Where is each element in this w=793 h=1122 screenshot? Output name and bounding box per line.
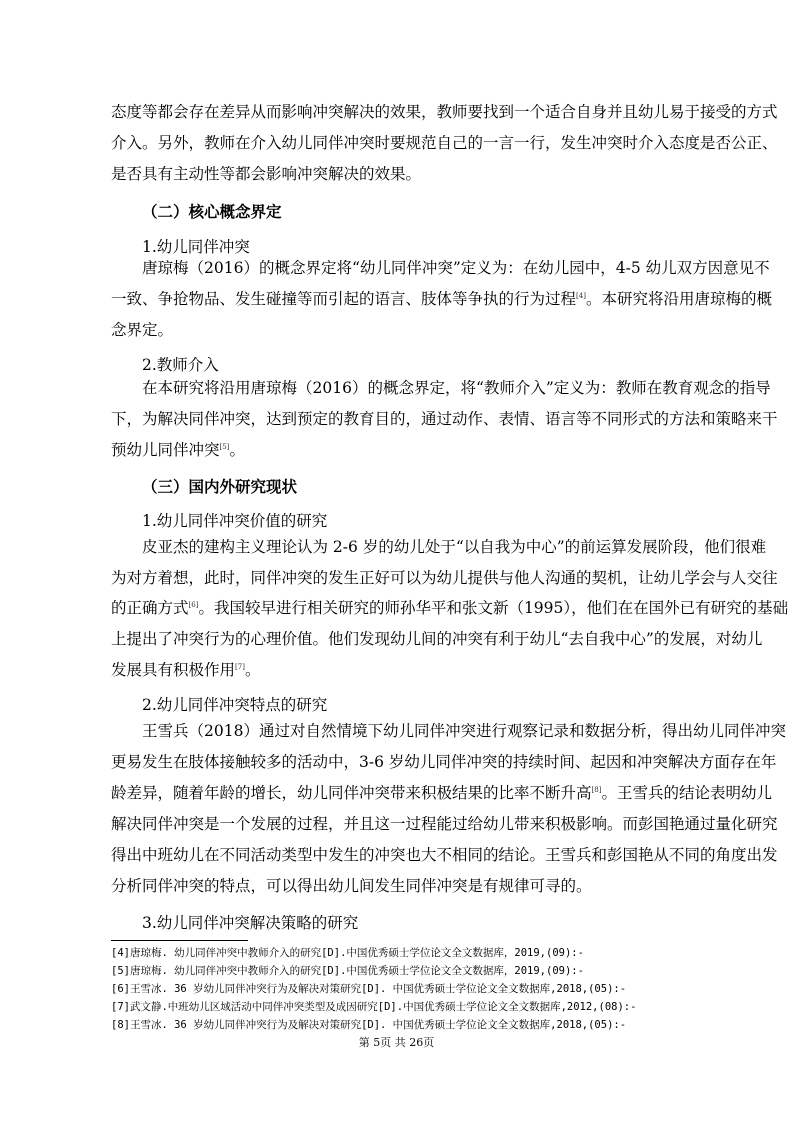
body-text-line: 分析同伴冲突的特点，可以得出幼儿间发生同伴冲突是有规律可寻的。 bbox=[111, 877, 592, 895]
subsection-heading: 1.幼儿同伴冲突价值的研究 bbox=[142, 512, 328, 530]
body-text: 预幼儿同伴冲突 bbox=[111, 441, 220, 459]
body-text-line: 是否具有主动性等都会影响冲突解决的效果。 bbox=[111, 165, 422, 183]
body-text-line: 在本研究将沿用唐琼梅（2016）的概念界定，将“教师介入”定义为：教师在教育观念的指导 bbox=[142, 379, 771, 397]
body-text-line: 解决同伴冲突是一个发展的过程，并且这一过程能过给幼儿带来积极影响。而彭国艳通过量化研究 bbox=[111, 815, 778, 833]
footnote: [7]武文静.中班幼儿区域活动中同伴冲突类型及成因研究[D].中国优秀硕士学位论文全文数据库,2012,(08):- bbox=[111, 1001, 637, 1013]
body-text: 一致、争抢物品、发生碰撞等而引起的语言、肢体等争执的行为过程 bbox=[111, 290, 577, 308]
body-text-line: 介入。另外，教师在介入幼儿同伴冲突时要规范自己的一言一行，发生冲突时介入态度是否公正、 bbox=[111, 134, 778, 152]
subsection-heading: 2.幼儿同伴冲突特点的研究 bbox=[142, 696, 328, 714]
body-text: 的正确方式 bbox=[111, 599, 189, 617]
body-text: 。王雪兵的结论表明幼儿 bbox=[601, 784, 772, 802]
body-text-line: 更易发生在肢体接触较多的活动中，3-6 岁幼儿同伴冲突的持续时间、起因和冲突解决方面存在年 bbox=[111, 753, 777, 771]
body-text: 。 bbox=[244, 661, 261, 679]
body-text-line: 态度等都会存在差异从而影响冲突解决的效果，教师要找到一个适合自身并且幼儿易于接受的方式 bbox=[111, 103, 778, 121]
section-heading: （二）核心概念界定 bbox=[142, 202, 282, 221]
body-text-line bbox=[111, 783, 772, 803]
body-text-line: 王雪兵（2018）通过对自然情境下幼儿同伴冲突进行观察记录和数据分析，得出幼儿同伴冲突 bbox=[142, 722, 786, 740]
subsection-heading: 2.教师介入 bbox=[142, 356, 219, 374]
citation-ref[interactable]: [7] bbox=[235, 662, 245, 671]
body-text-line bbox=[111, 289, 772, 309]
body-text-line: 皮亚杰的建构主义理论认为 2-6 岁的幼儿处于“以自我为中心”的前运算发展阶段，他们很难 bbox=[142, 538, 767, 556]
footnote: [5]唐琼梅. 幼儿同伴冲突中教师介入的研究[D].中国优秀硕士学位论文全文数据库，2019,(09):- bbox=[111, 965, 584, 977]
footnote: [8]王雪冰. 36 岁幼儿同伴冲突行为及解决对策研究[D]. 中国优秀硕士学位论文全文数据库,2018,(05):- bbox=[111, 1019, 627, 1031]
section-heading: （三）国内外研究现状 bbox=[142, 477, 298, 496]
footnote-divider bbox=[111, 940, 248, 941]
body-text: 。本研究将沿用唐琼梅的概 bbox=[585, 290, 772, 308]
footnote: [4]唐琼梅. 幼儿同伴冲突中教师介入的研究[D].中国优秀硕士学位论文全文数据库，2019,(09):- bbox=[111, 947, 584, 959]
body-text-line bbox=[111, 440, 692, 460]
page-number: 第 5页 共 26页 bbox=[358, 1036, 435, 1049]
body-text-line: 得出中班幼儿在不同活动类型中发生的冲突也大不相同的结论。王雪兵和彭国艳从不同的角度出发 bbox=[111, 846, 778, 864]
body-text-line bbox=[111, 660, 692, 680]
citation-ref[interactable]: [5] bbox=[219, 442, 230, 451]
body-text-line: 下，为解决同伴冲突，达到预定的教育目的，通过动作、表情、语言等不同形式的方法和策略来干 bbox=[111, 410, 778, 428]
body-text-line: 念界定。 bbox=[111, 321, 174, 339]
body-text-line: 为对方着想，此时，同伴冲突的发生正好可以为幼儿提供与他人沟通的契机，让幼儿学会与人交往 bbox=[111, 569, 778, 587]
citation-ref[interactable]: [4] bbox=[576, 291, 586, 300]
footnote: [6]王雪冰. 36 岁幼儿同伴冲突行为及解决对策研究[D]. 中国优秀硕士学位论文全文数据库,2018,(05):- bbox=[111, 983, 627, 995]
body-text: 发展具有积极作用 bbox=[111, 661, 236, 679]
subsection-heading: 3.幼儿同伴冲突解决策略的研究 bbox=[142, 914, 359, 932]
body-text: 龄差异，随着年龄的增长，幼儿同伴冲突带来积极结果的比率不断升高 bbox=[111, 784, 592, 802]
subsection-heading: 1.幼儿同伴冲突 bbox=[142, 238, 250, 256]
body-text: 。 bbox=[229, 441, 245, 459]
citation-ref[interactable]: [8] bbox=[591, 785, 602, 794]
body-text-line bbox=[111, 598, 789, 618]
body-text-line: 上提出了冲突行为的心理价值。他们发现幼儿间的冲突有利于幼儿“去自我中心”的发展，对幼儿 bbox=[111, 630, 763, 648]
body-text: 。我国较早进行相关研究的师孙华平和张文新（1995），他们在在国外已有研究的基础 bbox=[198, 599, 789, 617]
citation-ref[interactable]: [6] bbox=[188, 600, 199, 609]
body-text-line: 唐琼梅（2016）的概念界定将“幼儿同伴冲突”定义为：在幼儿园中，4-5 幼儿双方因意见不 bbox=[142, 259, 770, 277]
